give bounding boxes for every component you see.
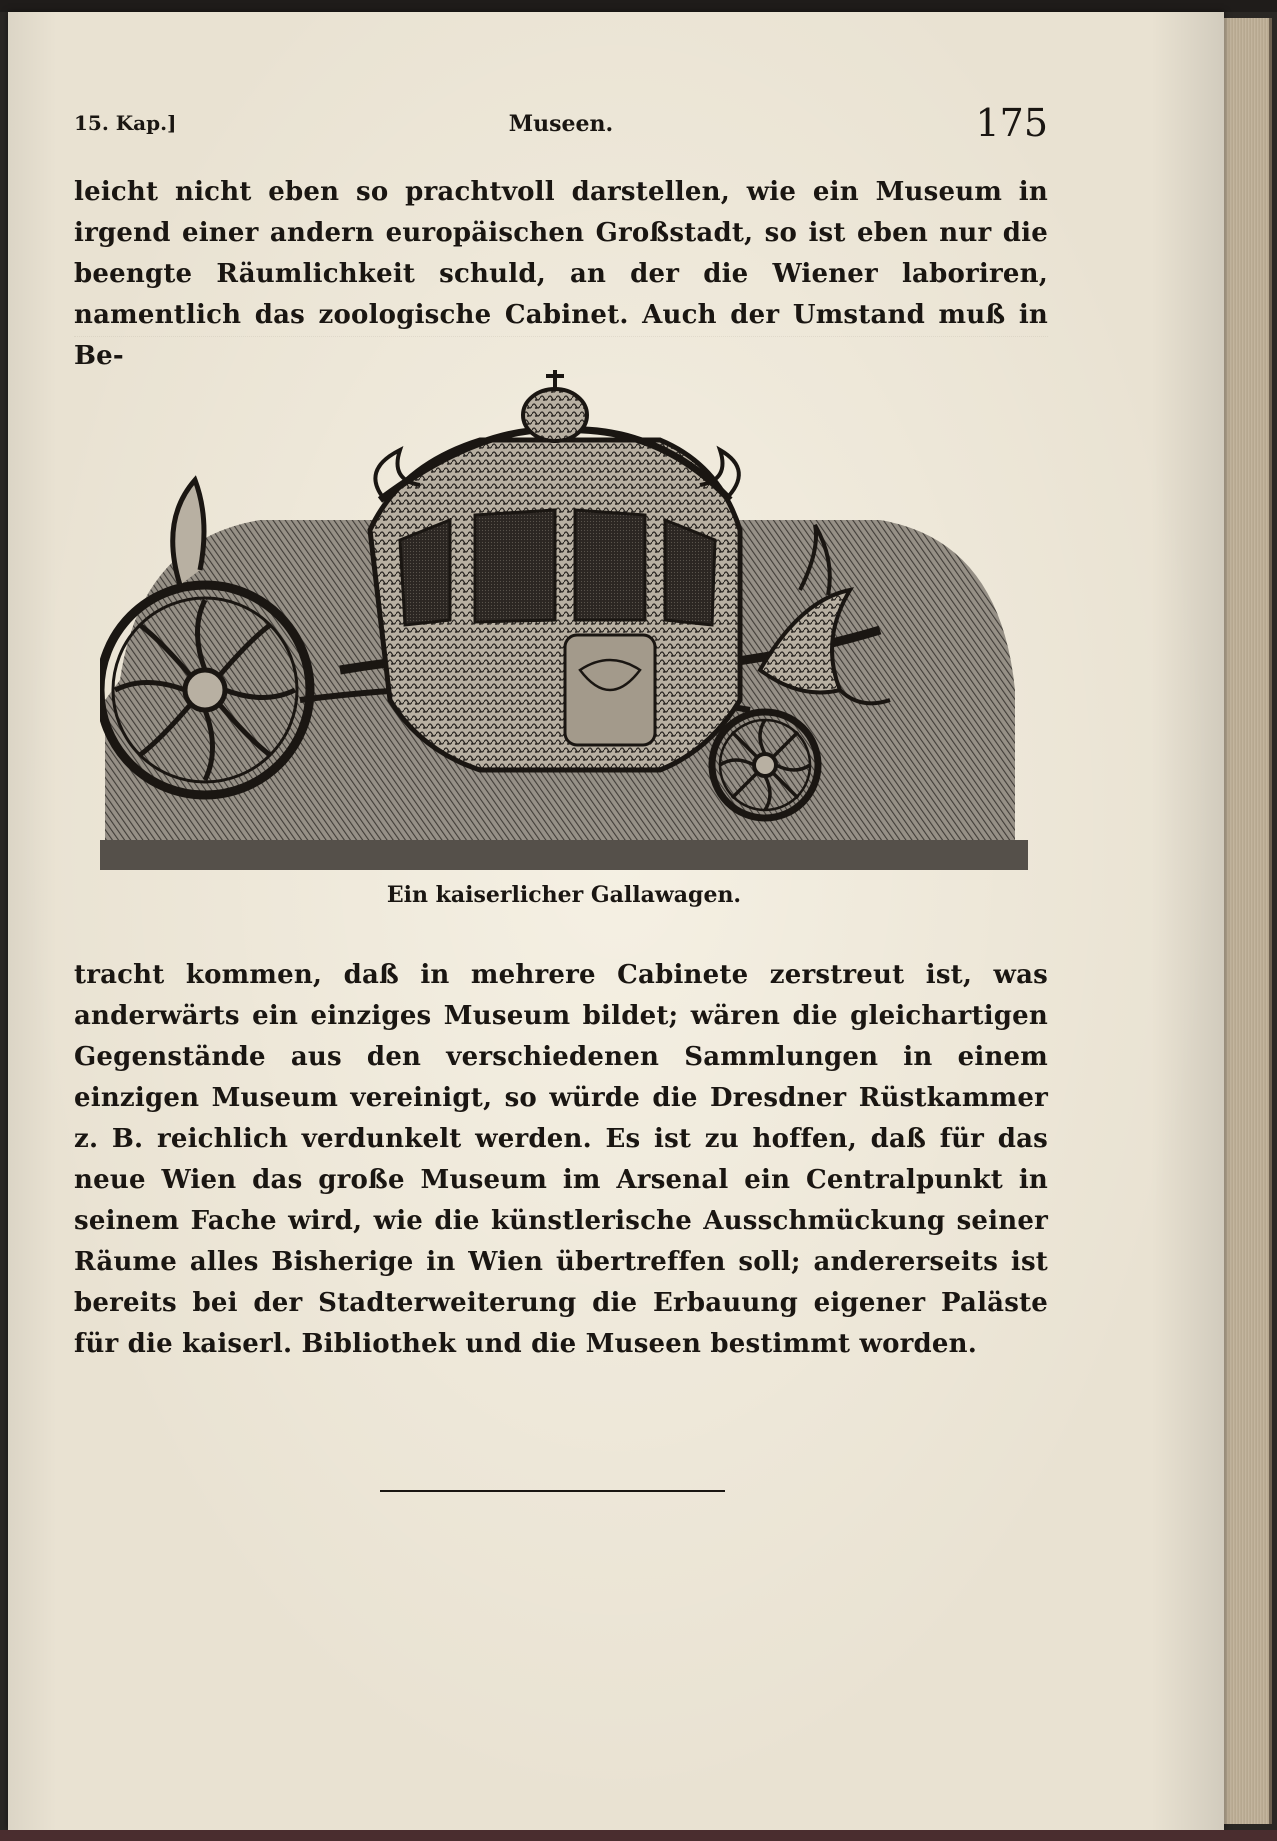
ground-shadow (100, 840, 1028, 870)
illustration-gala-carriage (100, 370, 1028, 880)
book-page-edges (1224, 18, 1272, 1824)
chapter-label: 15. Kap.] (74, 111, 177, 135)
footnote-separator-rule (380, 1490, 725, 1492)
scan-bottom-border (0, 1830, 1277, 1841)
roof-crown (523, 389, 587, 441)
figure-caption: Ein kaiserlicher Gallawagen. (386, 882, 742, 908)
paragraph-bottom: tracht kommen, daß in mehrere Cabinete zerstreut ist, was anderwärts ein einziges Museum bildet; wären die gleichartigen Gegenstände aus den verschiedenen Sammlungen in einem einzigen Museum vereinigt, so würde die Dresdner Rüstkammer z. B. reichlich verdunkelt werden. Es ist zu hoffen, daß für das neue Wien das große Museum im Arsenal ein Centralpunkt in seinem Fache wird, wie die künstlerische Ausschmückung seiner Räume alles Bisherige in Wien übertreffen soll; andererseits ist bereits bei der Stadterweiterung die Erbauung eigener Paläste für die kaiserl. Bibliothek und die Museen bestimmt worden. (74, 960, 1048, 1359)
carriage-engraving (100, 370, 1028, 880)
page-number: 175 (975, 101, 1048, 145)
carriage-window-left (400, 520, 450, 625)
section-title: Museen. (508, 111, 614, 137)
paragraph-top: leicht nicht eben so prachtvoll darstellen, wie ein Museum in irgend einer andern europäischen Großstadt, so ist eben nur die beengte Räumlichkeit schuld, an der die Wiener laboriren, namentlich das zoologische Cabinet. Auch der Umstand muß in Be- (74, 177, 1048, 371)
rear-ornament (173, 480, 204, 585)
carriage-window-center (475, 510, 555, 622)
running-head (74, 101, 1048, 149)
carriage-window-door (575, 510, 645, 620)
carriage-window-right (665, 520, 715, 625)
scan-top-border (0, 0, 1277, 12)
